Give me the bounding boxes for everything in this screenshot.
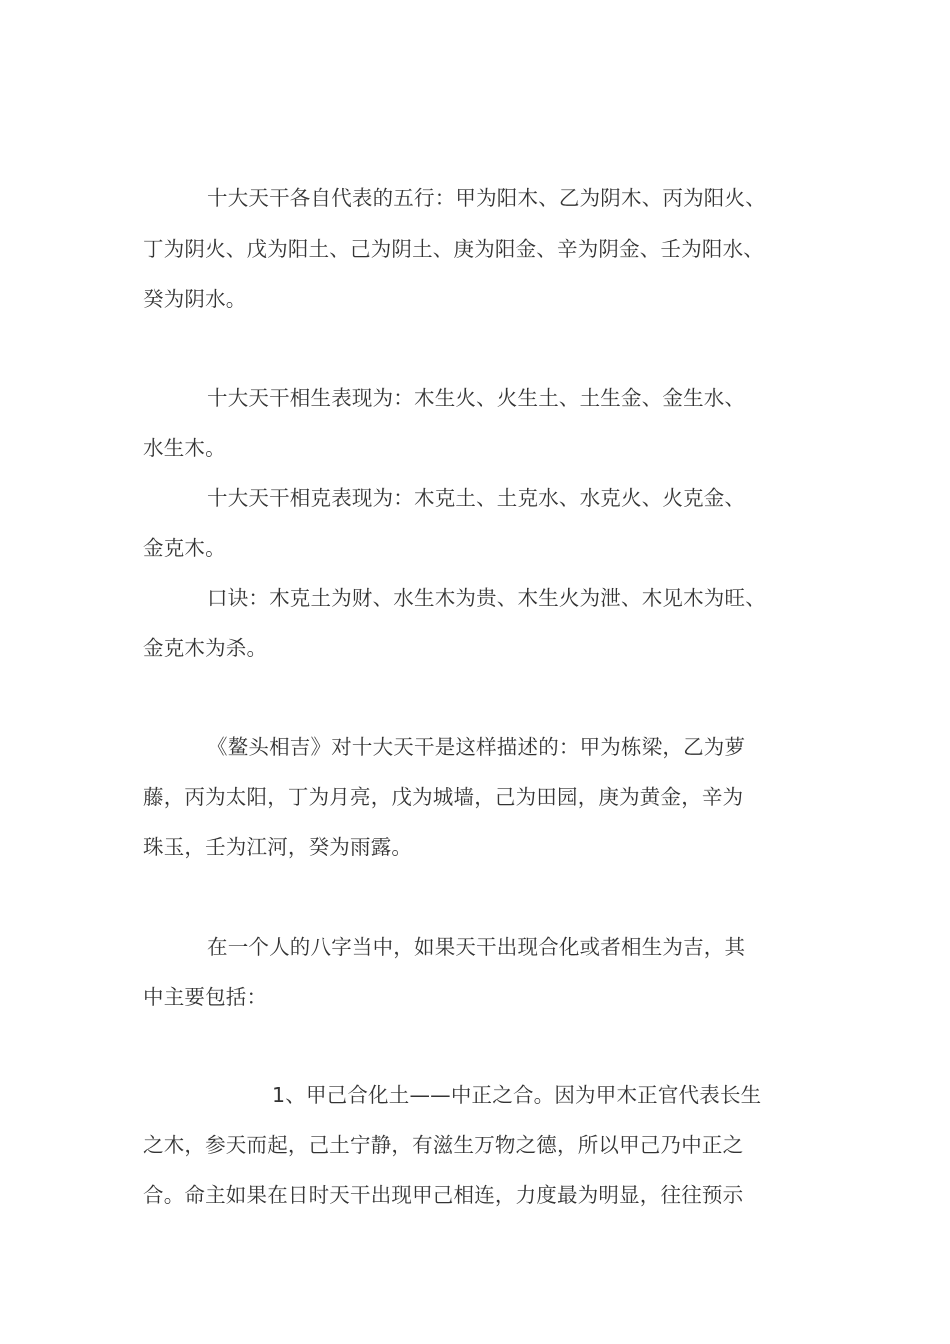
paragraph-line: 之木，参天而起，己土宁静，有滋生万物之德，所以甲己乃中正之 <box>143 1133 744 1157</box>
paragraph-line: 十大天干相克表现为：木克土、土克水、水克火、火克金、 <box>207 486 746 510</box>
paragraph-line: 1、甲己合化土——中正之合。因为甲木正官代表长生 <box>272 1083 762 1107</box>
paragraph-line: 金克木为杀。 <box>143 636 268 660</box>
paragraph-line: 十大天干各自代表的五行：甲为阳木、乙为阴木、丙为阳火、 <box>207 186 766 210</box>
paragraph-line: 合。命主如果在日时天干出现甲己相连，力度最为明显，往往预示 <box>143 1183 744 1207</box>
paragraph-line: 藤，丙为太阳，丁为月亮，戊为城墙，己为田园，庚为黄金，辛为 <box>143 785 744 809</box>
paragraph-line: 丁为阴火、戊为阳土、己为阴土、庚为阳金、辛为阴金、壬为阳水、 <box>143 237 764 261</box>
paragraph-line: 十大天干相生表现为：木生火、火生土、土生金、金生水、 <box>207 386 746 410</box>
paragraph-line: 水生木。 <box>143 436 226 460</box>
paragraph-line: 癸为阴水。 <box>143 287 247 311</box>
paragraph-line: 中主要包括： <box>143 985 268 1009</box>
paragraph-line: 珠玉，壬为江河，癸为雨露。 <box>143 835 413 859</box>
paragraph-line: 金克木。 <box>143 536 226 560</box>
paragraph-line: 在一个人的八字当中，如果天干出现合化或者相生为吉，其 <box>207 935 746 959</box>
paragraph-line: 《鳌头相吉》对十大天干是这样描述的：甲为栋梁，乙为萝 <box>207 735 746 759</box>
paragraph-line: 口诀：木克土为财、水生木为贵、木生火为泄、木见木为旺、 <box>207 586 766 610</box>
